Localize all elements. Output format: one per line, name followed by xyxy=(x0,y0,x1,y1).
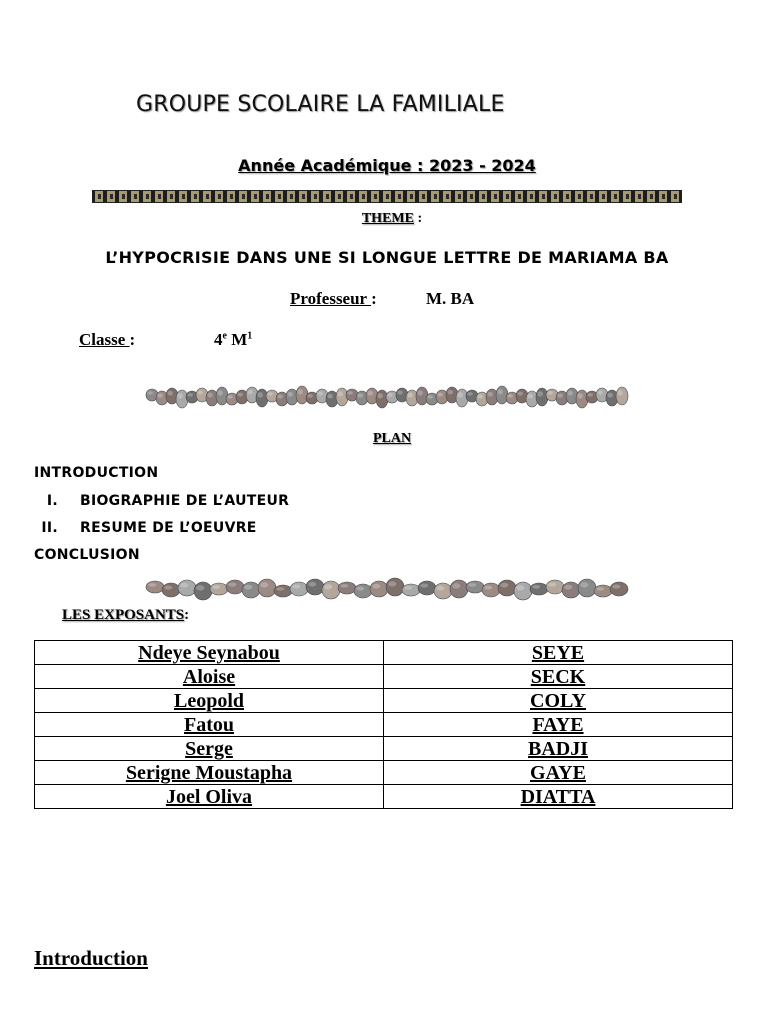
class-value xyxy=(214,330,252,350)
pebble-highlight xyxy=(238,392,243,396)
member-first-name: Serge xyxy=(35,737,384,761)
pebble-highlight xyxy=(308,394,313,398)
pebble-shape xyxy=(242,582,260,598)
pebble-shape xyxy=(322,581,340,599)
pebble-shape xyxy=(530,583,548,595)
pebble-highlight xyxy=(408,393,413,398)
pebble-highlight xyxy=(328,394,333,399)
pebble-highlight xyxy=(528,394,533,399)
pebble-highlight xyxy=(452,583,460,588)
class-grade: 4 xyxy=(214,330,223,349)
pebble-highlight xyxy=(340,584,348,588)
pebble-shape xyxy=(466,581,484,593)
pebble-highlight xyxy=(378,393,383,398)
pebble-highlight xyxy=(158,393,163,397)
member-first-name: Leopold xyxy=(35,689,384,713)
pebble-highlight xyxy=(500,583,508,588)
pebble-highlight xyxy=(244,585,252,590)
pebble-highlight xyxy=(148,583,156,587)
pebble-highlight xyxy=(558,393,563,397)
pebble-highlight xyxy=(532,585,540,589)
pebble-highlight xyxy=(188,393,193,397)
pebble-shape xyxy=(386,578,404,596)
pebble-highlight xyxy=(612,584,620,588)
pebble-highlight xyxy=(568,391,573,396)
pebble-shape xyxy=(306,579,324,595)
pebble-highlight xyxy=(484,585,492,589)
pebble-shape xyxy=(290,582,308,596)
theme-label-text: THEME xyxy=(361,211,414,226)
class-section: M xyxy=(226,330,248,349)
member-first-name: Serigne Moustapha xyxy=(35,761,384,785)
pebble-shape xyxy=(416,387,428,405)
pebble-highlight xyxy=(428,395,433,399)
table-row xyxy=(35,641,733,665)
pebble-shape xyxy=(162,583,180,597)
pebble-highlight xyxy=(548,582,556,586)
stone-divider-bottom xyxy=(140,576,632,602)
pebble-shape xyxy=(498,580,516,596)
pebble-highlight xyxy=(518,391,523,395)
pebble-shape xyxy=(610,582,628,596)
pebble-shape xyxy=(296,386,308,404)
stone-divider-graphic xyxy=(140,576,632,602)
pebble-highlight xyxy=(438,392,443,396)
pebble-highlight xyxy=(208,393,213,398)
pebble-highlight xyxy=(268,392,273,396)
pebble-highlight xyxy=(248,390,253,395)
member-last-name: BADJI xyxy=(384,737,733,761)
pebble-highlight xyxy=(418,390,423,395)
member-last-name: SECK xyxy=(384,665,733,689)
pebble-highlight xyxy=(358,393,363,397)
pebble-shape xyxy=(482,583,500,597)
pebble-highlight xyxy=(548,391,553,395)
theme-label xyxy=(0,211,768,227)
pebble-shape xyxy=(514,582,532,600)
pebble-shape xyxy=(226,580,244,594)
pebble-shape xyxy=(450,580,468,598)
pebble-highlight xyxy=(298,389,303,394)
plan-title: PLAN xyxy=(372,431,412,446)
pebble-highlight xyxy=(338,391,343,396)
table-row xyxy=(35,665,733,689)
pebble-highlight xyxy=(228,395,233,399)
greek-key-border xyxy=(92,190,682,203)
pebble-shape xyxy=(178,580,196,596)
class-colon: : xyxy=(129,330,136,349)
pebble-highlight xyxy=(218,390,223,395)
table-row xyxy=(35,737,733,761)
member-first-name: Aloise xyxy=(35,665,384,689)
school-name: GROUPE SCOLAIRE LA FAMILIALE xyxy=(136,92,505,117)
pebble-shape xyxy=(578,579,596,597)
stone-divider-top xyxy=(140,384,632,410)
pebble-highlight xyxy=(478,394,483,398)
pebble-highlight xyxy=(608,393,613,398)
theme-label-colon: : xyxy=(413,211,423,226)
pebble-shape xyxy=(210,583,228,595)
pebble-shape xyxy=(194,582,212,600)
pebble-highlight xyxy=(538,391,543,396)
pebble-shape xyxy=(418,581,436,595)
class-line xyxy=(79,330,253,350)
pebble-shape xyxy=(594,585,612,597)
pebble-highlight xyxy=(398,390,403,394)
plan-item-introduction: INTRODUCTION xyxy=(34,465,159,481)
pebble-highlight xyxy=(372,584,380,589)
pebble-shape xyxy=(258,579,276,597)
professor-colon: : xyxy=(371,289,377,308)
class-grade-sup: e xyxy=(222,330,227,342)
pebble-highlight xyxy=(168,391,173,396)
class-section-sup: 1 xyxy=(247,330,253,342)
professor-name: M. BA xyxy=(426,289,475,308)
pebble-shape xyxy=(616,387,628,405)
pebble-highlight xyxy=(258,392,263,397)
pebble-highlight xyxy=(368,391,373,396)
plan-item-number: II. xyxy=(41,520,58,536)
member-first-name: Joel Oliva xyxy=(35,785,384,809)
pebble-highlight xyxy=(198,390,203,394)
pebble-highlight xyxy=(388,393,393,397)
member-last-name: COLY xyxy=(384,689,733,713)
pebble-highlight xyxy=(288,392,293,397)
pebble-shape xyxy=(370,581,388,597)
pebble-highlight xyxy=(348,391,353,395)
pebble-highlight xyxy=(458,392,463,397)
pebble-highlight xyxy=(276,587,284,591)
member-last-name: SEYE xyxy=(384,641,733,665)
table-row xyxy=(35,689,733,713)
pebble-highlight xyxy=(468,583,476,587)
plan-item-conclusion: CONCLUSION xyxy=(34,547,140,563)
pebble-highlight xyxy=(448,390,453,395)
exposants-heading xyxy=(62,607,189,624)
table-row xyxy=(35,713,733,737)
pebble-highlight xyxy=(404,586,412,590)
pebble-highlight xyxy=(588,393,593,397)
pebble-highlight xyxy=(260,582,268,587)
professor-label: Professeur xyxy=(290,289,372,308)
pebble-highlight xyxy=(178,393,183,398)
pebble-highlight xyxy=(196,585,204,590)
plan-item-number: I. xyxy=(46,493,58,509)
professor-line xyxy=(290,289,475,309)
pebble-shape xyxy=(274,585,292,597)
pebble-highlight xyxy=(292,584,300,588)
pebble-highlight xyxy=(228,582,236,586)
pebble-highlight xyxy=(498,389,503,394)
exposants-colon: : xyxy=(184,607,190,623)
academic-year: Année Académique : 2023 - 2024 xyxy=(238,156,536,175)
table-row xyxy=(35,761,733,785)
pebble-shape xyxy=(146,581,164,593)
member-last-name: DIATTA xyxy=(384,785,733,809)
introduction-heading: Introduction xyxy=(34,946,148,970)
exposants-label: LES EXPOSANTS xyxy=(62,607,185,623)
pebble-highlight xyxy=(318,391,323,395)
pebble-shape xyxy=(354,584,372,598)
pebble-highlight xyxy=(468,392,473,396)
pebble-highlight xyxy=(598,390,603,394)
pebble-highlight xyxy=(564,585,572,590)
member-last-name: GAYE xyxy=(384,761,733,785)
pebble-highlight xyxy=(388,581,396,586)
member-first-name: Ndeye Seynabou xyxy=(35,641,384,665)
member-first-name: Fatou xyxy=(35,713,384,737)
pebble-highlight xyxy=(356,586,364,590)
theme-title: L’HYPOCRISIE DANS UNE SI LONGUE LETTRE DE MARIAMA BA xyxy=(105,248,669,267)
pebble-highlight xyxy=(516,585,524,590)
exposants-table xyxy=(34,640,733,809)
pebble-highlight xyxy=(580,582,588,587)
pebble-shape xyxy=(338,582,356,594)
stone-divider-graphic xyxy=(140,384,632,410)
pebble-highlight xyxy=(308,582,316,587)
pebble-shape xyxy=(434,583,452,599)
pebble-highlight xyxy=(578,393,583,398)
pebble-shape xyxy=(496,386,508,404)
pebble-shape xyxy=(562,582,580,598)
plan-item-text: BIOGRAPHIE DE L’AUTEUR xyxy=(80,493,290,509)
pebble-highlight xyxy=(324,584,332,589)
pebble-highlight xyxy=(420,583,428,587)
pebble-highlight xyxy=(618,390,623,395)
pebble-shape xyxy=(216,387,228,405)
member-last-name: FAYE xyxy=(384,713,733,737)
plan-item-text: RESUME DE L’OEUVRE xyxy=(80,520,257,536)
class-label: Classe xyxy=(79,330,130,349)
pebble-highlight xyxy=(278,394,283,398)
pebble-highlight xyxy=(180,583,188,588)
pebble-highlight xyxy=(148,391,153,395)
pebble-highlight xyxy=(488,392,493,397)
table-row xyxy=(35,785,733,809)
pebble-highlight xyxy=(212,585,220,589)
pebble-highlight xyxy=(508,394,513,398)
pebble-highlight xyxy=(164,585,172,589)
pebble-shape xyxy=(546,580,564,594)
pebble-shape xyxy=(402,584,420,596)
pebble-highlight xyxy=(596,587,604,591)
pebble-highlight xyxy=(436,586,444,591)
